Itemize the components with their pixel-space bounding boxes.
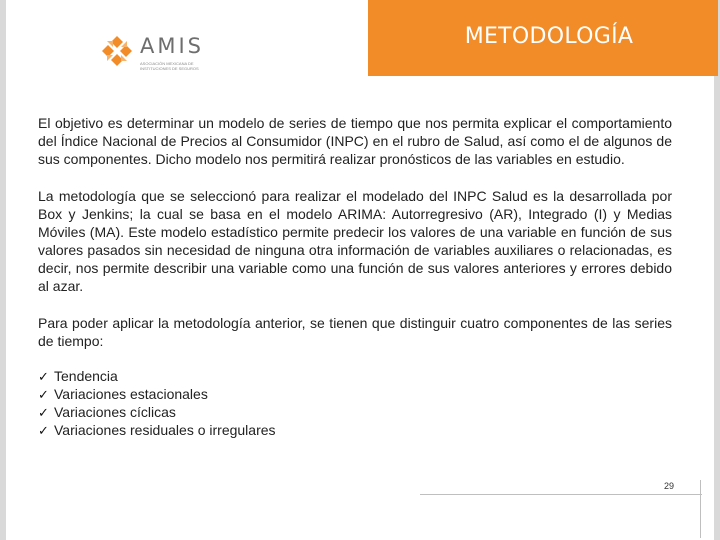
slide-body xyxy=(38,114,672,439)
page-number: 29 xyxy=(664,481,675,491)
footer-vertical-rule xyxy=(700,480,701,538)
list-item xyxy=(38,403,672,421)
amis-logo xyxy=(100,34,210,74)
checkmark-icon: ✓ xyxy=(38,387,49,402)
checkmark-icon: ✓ xyxy=(38,369,49,384)
list-item-label: Tendencia xyxy=(54,368,118,384)
page-title: METODOLOGÍA xyxy=(464,23,634,49)
list-item xyxy=(38,385,672,403)
checkmark-icon: ✓ xyxy=(38,405,49,420)
checkmark-icon: ✓ xyxy=(38,423,49,438)
title-banner xyxy=(368,0,718,76)
paragraph-methodology: La metodología que se seleccionó para realizar el modelado del INPC Salud es la desarrollada por Box y Jenkins; la cual se basa en el modelo ARIMA: Autorregresivo (AR), Integrado (I) y Medias Móviles (MA). Este modelo estadístico permite predecir los valores de una variable en función de sus valores pasados sin necesidad de ninguna otra información de variables auxiliares o relacionadas, es decir, nos permite describir una variable como una función de sus valores anteriores y errores debido al azar. xyxy=(38,188,672,294)
list-item xyxy=(38,421,672,439)
left-side-bar xyxy=(0,0,6,540)
amis-logo-icon xyxy=(100,34,134,68)
list-item-label: Variaciones cíclicas xyxy=(54,404,176,420)
logo-subtext: ASOCIACIÓN MEXICANA DE INSTITUCIONES DE SEGUROS xyxy=(140,61,199,71)
paragraph-objective: El objetivo es determinar un modelo de series de tiempo que nos permita explicar el comportamiento del Índice Nacional de Precios al Consumidor (INPC) en el rubro de Salud, así como el de algunos de sus componentes. Dicho modelo nos permitirá realizar pronósticos de las variables en estudio. xyxy=(38,115,672,167)
footer-divider xyxy=(420,494,702,495)
paragraph-components-intro: Para poder aplicar la metodología anterior, se tienen que distinguir cuatro componentes de las series de tiempo: xyxy=(38,315,672,349)
right-side-bar xyxy=(714,0,720,540)
logo-wordmark: AMIS xyxy=(140,34,205,58)
components-list xyxy=(38,367,672,439)
list-item-label: Variaciones estacionales xyxy=(54,386,208,402)
list-item xyxy=(38,367,672,385)
list-item-label: Variaciones residuales o irregulares xyxy=(54,422,276,438)
